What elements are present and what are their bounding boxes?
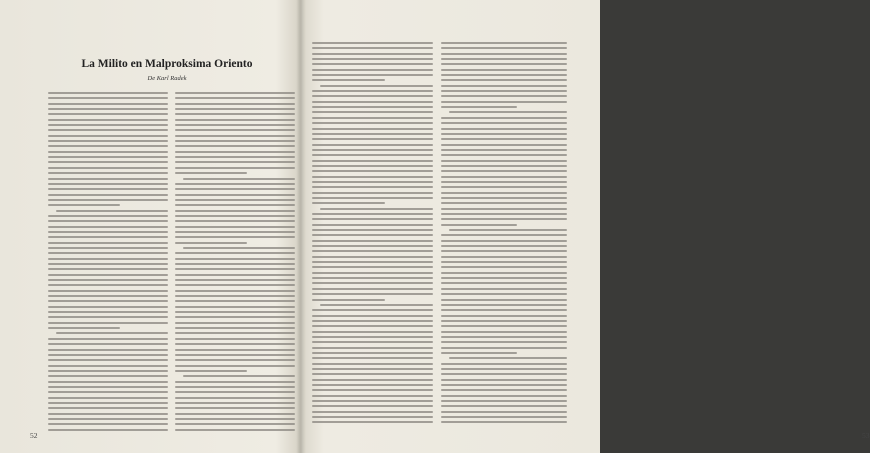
text-line bbox=[441, 106, 517, 108]
text-line bbox=[312, 261, 433, 263]
text-line bbox=[312, 42, 433, 44]
text-line bbox=[175, 306, 295, 308]
text-line bbox=[441, 282, 567, 284]
right-column-2 bbox=[441, 42, 567, 427]
left-page bbox=[0, 0, 300, 453]
text-line bbox=[441, 149, 567, 151]
text-line bbox=[441, 277, 567, 279]
text-line bbox=[312, 315, 433, 317]
text-line bbox=[312, 331, 433, 333]
text-line bbox=[441, 266, 567, 268]
text-line bbox=[441, 117, 567, 119]
text-line bbox=[312, 197, 433, 199]
text-line bbox=[441, 79, 567, 81]
text-line bbox=[312, 411, 433, 413]
text-line bbox=[183, 375, 295, 377]
text-line bbox=[175, 274, 295, 276]
text-line bbox=[312, 373, 433, 375]
text-line bbox=[312, 202, 385, 204]
text-line bbox=[175, 381, 295, 383]
text-line bbox=[48, 92, 168, 94]
text-line bbox=[48, 215, 168, 217]
article-byline: De Karl Radek bbox=[147, 75, 187, 82]
text-line bbox=[48, 402, 168, 404]
text-line bbox=[48, 423, 168, 425]
text-line bbox=[312, 224, 433, 226]
text-line bbox=[441, 218, 567, 220]
text-line bbox=[441, 293, 567, 295]
text-line bbox=[48, 397, 168, 399]
text-line bbox=[175, 161, 295, 163]
text-line bbox=[312, 69, 433, 71]
text-line bbox=[441, 234, 567, 236]
text-line bbox=[312, 58, 433, 60]
text-line bbox=[312, 165, 433, 167]
text-line bbox=[48, 151, 168, 153]
text-line bbox=[312, 149, 433, 151]
text-line bbox=[48, 316, 168, 318]
text-line bbox=[48, 113, 168, 115]
text-line bbox=[312, 336, 433, 338]
text-line bbox=[441, 144, 567, 146]
text-line bbox=[312, 160, 433, 162]
text-line bbox=[175, 236, 295, 238]
text-line bbox=[175, 172, 247, 174]
text-line bbox=[312, 138, 433, 140]
text-line bbox=[48, 178, 168, 180]
text-line bbox=[312, 154, 433, 156]
text-line bbox=[175, 231, 295, 233]
text-line bbox=[312, 293, 433, 295]
text-line bbox=[48, 226, 168, 228]
text-line bbox=[312, 133, 433, 135]
text-line bbox=[175, 354, 295, 356]
text-line bbox=[312, 63, 433, 65]
text-line bbox=[48, 140, 168, 142]
text-line bbox=[48, 413, 168, 415]
text-line bbox=[441, 186, 567, 188]
text-line bbox=[312, 256, 433, 258]
text-line bbox=[175, 183, 295, 185]
text-line bbox=[48, 295, 168, 297]
text-line bbox=[312, 320, 433, 322]
text-line bbox=[312, 122, 433, 124]
text-line bbox=[175, 418, 295, 420]
text-line bbox=[175, 402, 295, 404]
text-line bbox=[312, 250, 433, 252]
text-line bbox=[320, 208, 433, 210]
text-line bbox=[441, 154, 567, 156]
text-line bbox=[441, 368, 567, 370]
text-line bbox=[48, 375, 168, 377]
text-line bbox=[312, 299, 385, 301]
text-line bbox=[175, 359, 295, 361]
text-line bbox=[48, 97, 168, 99]
text-line bbox=[48, 129, 168, 131]
page-number-left: 52 bbox=[30, 431, 38, 440]
text-line bbox=[312, 90, 433, 92]
text-line bbox=[175, 199, 295, 201]
text-line bbox=[48, 242, 168, 244]
text-line bbox=[56, 210, 168, 212]
text-line bbox=[48, 258, 168, 260]
text-line bbox=[175, 300, 295, 302]
text-line bbox=[175, 92, 295, 94]
text-line bbox=[183, 178, 295, 180]
text-line bbox=[441, 122, 567, 124]
text-line bbox=[312, 176, 433, 178]
right-page bbox=[300, 0, 870, 453]
text-line bbox=[48, 268, 168, 270]
text-line bbox=[441, 101, 567, 103]
text-line bbox=[175, 156, 295, 158]
text-line bbox=[441, 202, 567, 204]
text-line bbox=[441, 176, 567, 178]
text-line bbox=[441, 309, 567, 311]
text-line bbox=[175, 135, 295, 137]
text-line bbox=[441, 336, 567, 338]
text-line bbox=[175, 204, 295, 206]
text-line bbox=[441, 42, 567, 44]
text-line bbox=[175, 220, 295, 222]
text-line bbox=[48, 103, 168, 105]
text-line bbox=[312, 186, 433, 188]
text-line bbox=[48, 279, 168, 281]
text-line bbox=[175, 97, 295, 99]
text-line bbox=[175, 252, 295, 254]
text-line bbox=[175, 423, 295, 425]
text-line bbox=[48, 156, 168, 158]
text-line bbox=[48, 290, 168, 292]
text-line bbox=[441, 352, 517, 354]
text-line bbox=[312, 400, 433, 402]
text-line bbox=[441, 341, 567, 343]
text-line bbox=[312, 395, 433, 397]
text-line bbox=[175, 210, 295, 212]
text-line bbox=[48, 247, 168, 249]
article-title: La Milito en Malproksima Oriento bbox=[81, 58, 253, 70]
text-line bbox=[175, 119, 295, 121]
text-line bbox=[48, 161, 168, 163]
text-line bbox=[441, 416, 567, 418]
text-line bbox=[312, 128, 433, 130]
text-line bbox=[48, 252, 168, 254]
text-line bbox=[175, 129, 295, 131]
text-line bbox=[175, 407, 295, 409]
text-line bbox=[175, 322, 295, 324]
text-line bbox=[312, 213, 433, 215]
text-line bbox=[175, 242, 247, 244]
text-line bbox=[449, 229, 567, 231]
text-line bbox=[312, 229, 433, 231]
text-line bbox=[441, 133, 567, 135]
right-column-1 bbox=[312, 42, 433, 427]
text-line bbox=[312, 416, 433, 418]
text-line bbox=[48, 231, 168, 233]
text-line bbox=[48, 220, 168, 222]
text-line bbox=[175, 295, 295, 297]
text-line bbox=[312, 357, 433, 359]
text-line bbox=[48, 236, 168, 238]
text-line bbox=[441, 400, 567, 402]
text-line bbox=[441, 197, 567, 199]
text-line bbox=[312, 79, 385, 81]
text-line bbox=[48, 204, 120, 206]
text-line bbox=[312, 266, 433, 268]
text-line bbox=[312, 53, 433, 55]
text-line bbox=[441, 192, 567, 194]
text-line bbox=[48, 194, 168, 196]
text-line bbox=[312, 111, 433, 113]
text-line bbox=[48, 188, 168, 190]
text-line bbox=[312, 144, 433, 146]
text-line bbox=[312, 277, 433, 279]
text-line bbox=[175, 263, 295, 265]
text-line bbox=[441, 69, 567, 71]
text-line bbox=[312, 309, 433, 311]
text-line bbox=[48, 418, 168, 420]
text-line bbox=[441, 63, 567, 65]
text-line bbox=[441, 74, 567, 76]
text-line bbox=[175, 268, 295, 270]
text-line bbox=[48, 429, 168, 431]
text-line bbox=[175, 327, 295, 329]
text-line bbox=[441, 325, 567, 327]
text-line bbox=[441, 128, 567, 130]
text-line bbox=[441, 58, 567, 60]
text-line bbox=[175, 140, 295, 142]
text-line bbox=[48, 354, 168, 356]
text-line bbox=[441, 95, 567, 97]
text-line bbox=[48, 284, 168, 286]
text-line bbox=[175, 413, 295, 415]
text-line bbox=[441, 384, 567, 386]
text-line bbox=[48, 370, 168, 372]
text-line bbox=[175, 145, 295, 147]
text-line bbox=[441, 261, 567, 263]
text-line bbox=[441, 395, 567, 397]
text-line bbox=[175, 365, 295, 367]
text-line bbox=[48, 381, 168, 383]
text-line bbox=[441, 331, 567, 333]
text-line bbox=[441, 272, 567, 274]
text-line bbox=[175, 290, 295, 292]
text-line bbox=[175, 397, 295, 399]
text-line bbox=[48, 300, 168, 302]
text-line bbox=[312, 282, 433, 284]
text-line bbox=[441, 411, 567, 413]
text-line bbox=[312, 47, 433, 49]
text-line bbox=[175, 279, 295, 281]
text-line bbox=[48, 263, 168, 265]
text-line bbox=[175, 311, 295, 313]
text-line bbox=[312, 384, 433, 386]
text-line bbox=[175, 386, 295, 388]
text-line bbox=[441, 240, 567, 242]
text-line bbox=[312, 245, 433, 247]
text-line bbox=[48, 135, 168, 137]
text-line bbox=[441, 90, 567, 92]
text-line bbox=[312, 352, 433, 354]
text-line bbox=[312, 117, 433, 119]
left-column-1 bbox=[48, 92, 168, 434]
text-line bbox=[48, 306, 168, 308]
text-line bbox=[175, 103, 295, 105]
text-line bbox=[441, 379, 567, 381]
text-line bbox=[312, 288, 433, 290]
text-line bbox=[312, 421, 433, 423]
text-line bbox=[48, 311, 168, 313]
text-line bbox=[312, 389, 433, 391]
text-line bbox=[48, 145, 168, 147]
text-line bbox=[312, 101, 433, 103]
text-line bbox=[175, 338, 295, 340]
text-line bbox=[312, 379, 433, 381]
text-line bbox=[48, 343, 168, 345]
text-line bbox=[441, 165, 567, 167]
text-line bbox=[320, 85, 433, 87]
text-line bbox=[312, 106, 433, 108]
text-line bbox=[48, 183, 168, 185]
text-line bbox=[312, 181, 433, 183]
text-line bbox=[175, 429, 295, 431]
text-line bbox=[312, 341, 433, 343]
text-line bbox=[48, 391, 168, 393]
text-line bbox=[175, 258, 295, 260]
text-line bbox=[312, 240, 433, 242]
text-line bbox=[175, 332, 295, 334]
text-line bbox=[48, 407, 168, 409]
text-line bbox=[312, 363, 433, 365]
text-line bbox=[320, 304, 433, 306]
text-line bbox=[441, 421, 567, 423]
text-line bbox=[175, 215, 295, 217]
text-line bbox=[175, 284, 295, 286]
text-line bbox=[441, 208, 567, 210]
text-line bbox=[441, 138, 567, 140]
text-line bbox=[48, 119, 168, 121]
text-line bbox=[441, 299, 567, 301]
text-line bbox=[48, 365, 168, 367]
text-line bbox=[48, 167, 168, 169]
text-line bbox=[175, 316, 295, 318]
text-line bbox=[449, 357, 567, 359]
text-line bbox=[48, 338, 168, 340]
text-line bbox=[441, 85, 567, 87]
text-line bbox=[175, 370, 247, 372]
text-line bbox=[48, 274, 168, 276]
text-line bbox=[48, 172, 168, 174]
text-line bbox=[312, 325, 433, 327]
text-line bbox=[175, 349, 295, 351]
text-line bbox=[48, 327, 120, 329]
text-line bbox=[48, 108, 168, 110]
text-line bbox=[441, 160, 567, 162]
text-line bbox=[441, 373, 567, 375]
text-line bbox=[175, 343, 295, 345]
text-line bbox=[312, 347, 433, 349]
text-line bbox=[441, 256, 567, 258]
text-line bbox=[441, 181, 567, 183]
text-line bbox=[48, 349, 168, 351]
text-line bbox=[441, 389, 567, 391]
text-line bbox=[48, 199, 168, 201]
text-line bbox=[48, 124, 168, 126]
text-line bbox=[48, 322, 168, 324]
text-line bbox=[312, 272, 433, 274]
text-line bbox=[441, 320, 567, 322]
text-line bbox=[441, 288, 567, 290]
text-line bbox=[312, 218, 433, 220]
text-line bbox=[441, 405, 567, 407]
text-line bbox=[441, 347, 567, 349]
text-line bbox=[441, 170, 567, 172]
text-line bbox=[441, 53, 567, 55]
text-line bbox=[441, 213, 567, 215]
text-line bbox=[449, 111, 567, 113]
text-line bbox=[175, 151, 295, 153]
text-line bbox=[441, 47, 567, 49]
page-number-right: 53 bbox=[862, 431, 870, 440]
text-line bbox=[175, 167, 295, 169]
text-line bbox=[441, 315, 567, 317]
text-line bbox=[312, 192, 433, 194]
text-line bbox=[175, 124, 295, 126]
text-line bbox=[56, 332, 168, 334]
text-line bbox=[441, 363, 567, 365]
text-line bbox=[175, 391, 295, 393]
text-line bbox=[48, 386, 168, 388]
text-line bbox=[312, 74, 433, 76]
text-line bbox=[175, 226, 295, 228]
text-line bbox=[175, 194, 295, 196]
text-line bbox=[175, 108, 295, 110]
text-line bbox=[48, 359, 168, 361]
text-line bbox=[312, 170, 433, 172]
text-line bbox=[312, 405, 433, 407]
text-line bbox=[175, 188, 295, 190]
text-line bbox=[441, 245, 567, 247]
text-line bbox=[183, 247, 295, 249]
text-line bbox=[312, 95, 433, 97]
text-line bbox=[312, 368, 433, 370]
text-line bbox=[441, 224, 517, 226]
text-line bbox=[441, 250, 567, 252]
text-line bbox=[175, 113, 295, 115]
text-line bbox=[312, 234, 433, 236]
text-line bbox=[441, 304, 567, 306]
left-column-2 bbox=[175, 92, 295, 434]
